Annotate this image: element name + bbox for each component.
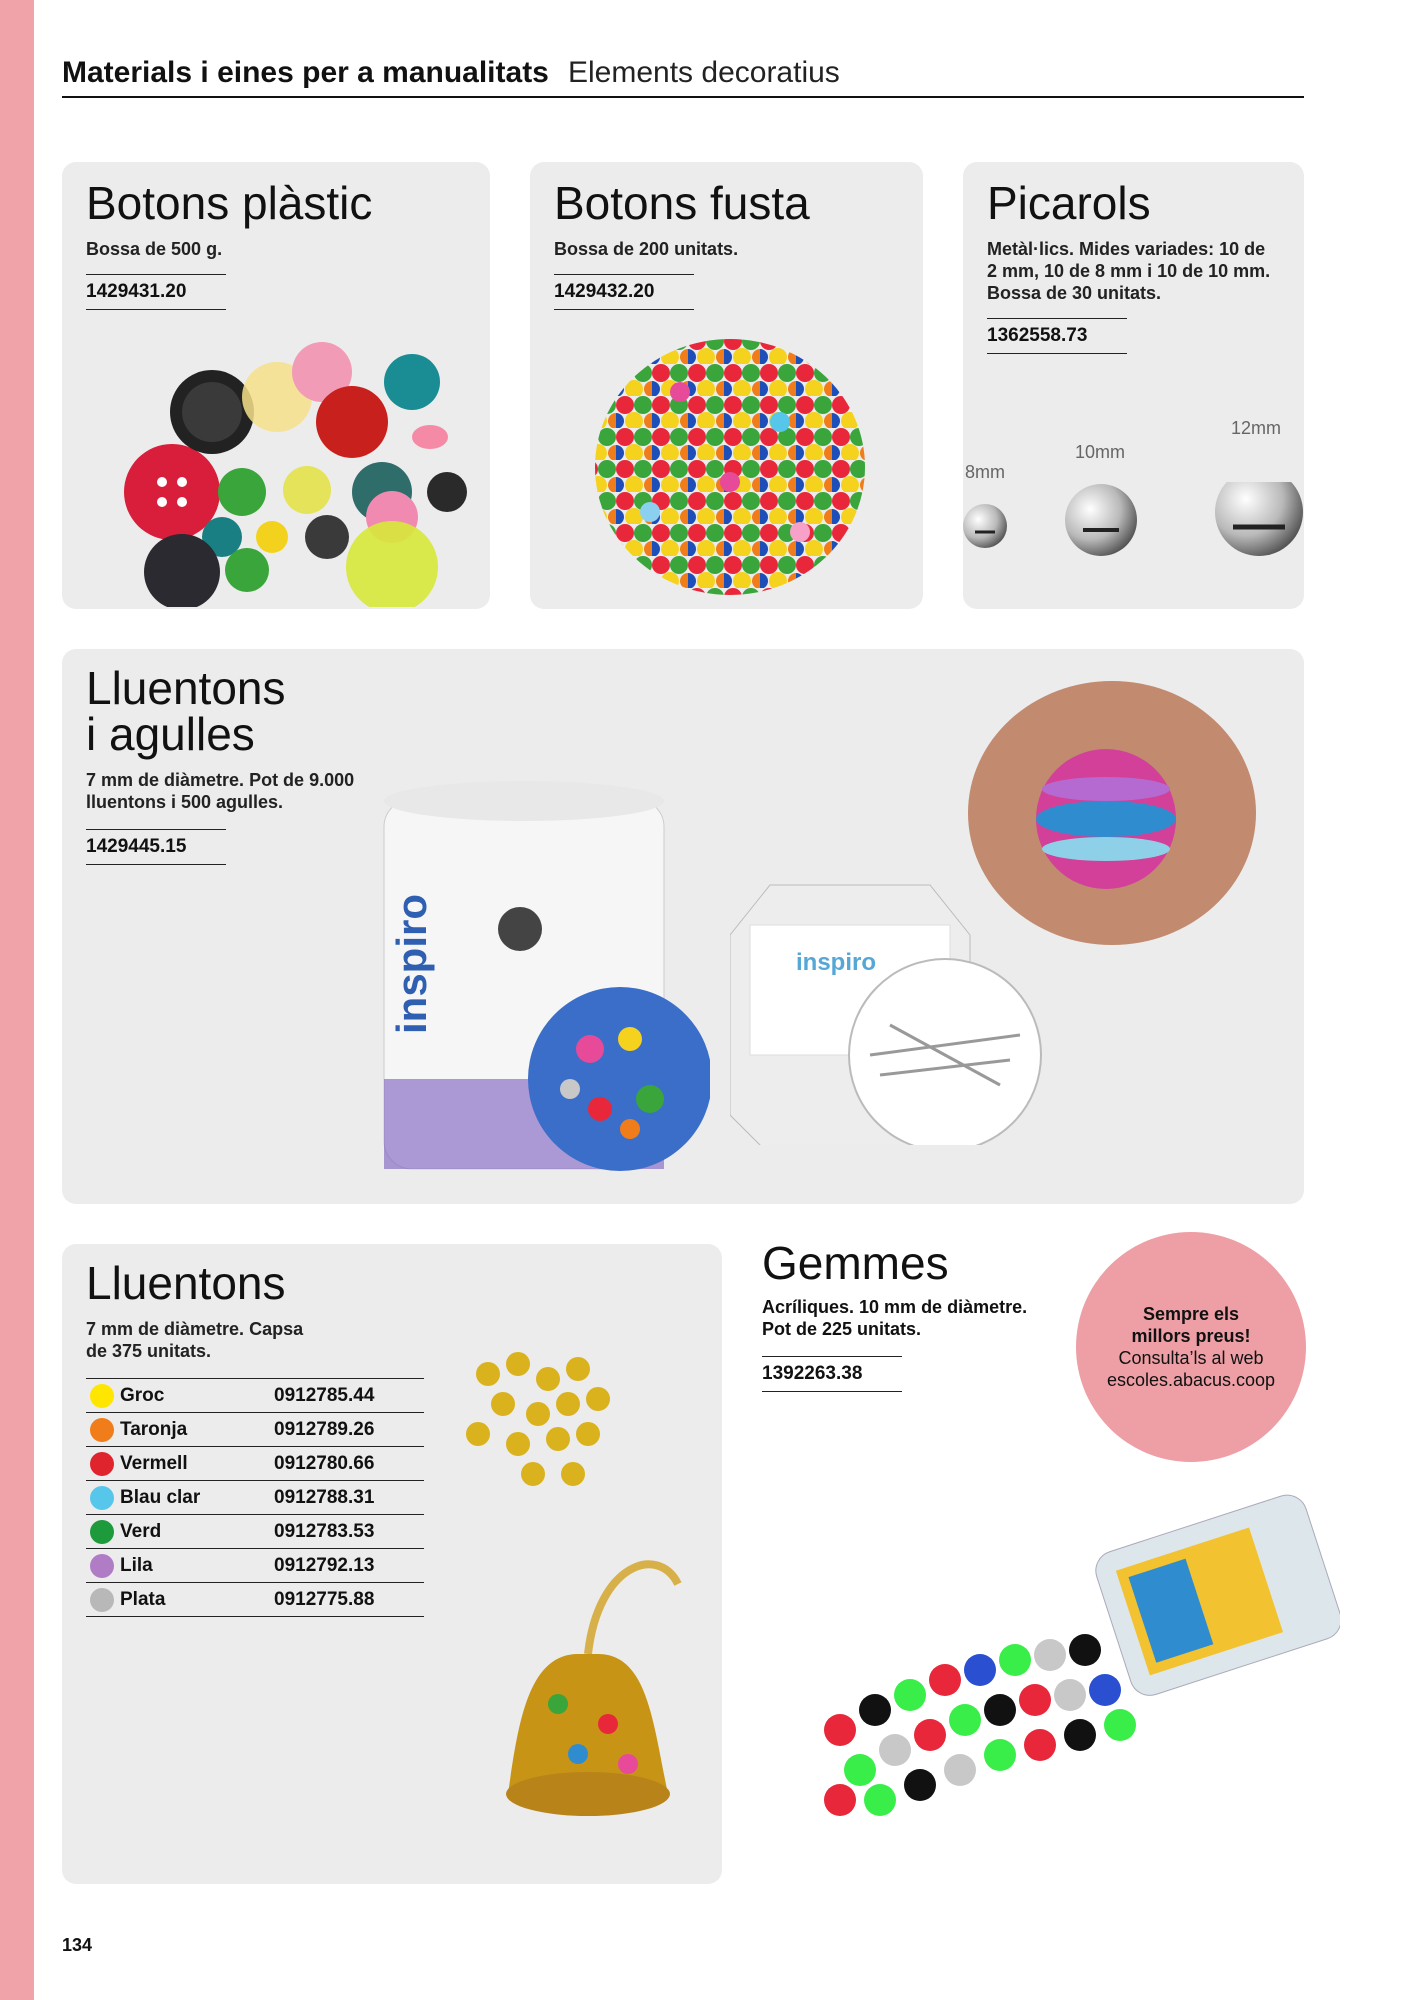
color-swatch: [90, 1486, 114, 1510]
color-row: [86, 1447, 424, 1481]
price-badge: [1076, 1232, 1306, 1462]
page-number: 134: [62, 1935, 93, 1955]
color-row: [86, 1413, 424, 1447]
color-code: 0912780.66: [274, 1447, 424, 1481]
title-line: i agulles: [86, 708, 255, 760]
badge-line: Sempre els: [1142, 1304, 1240, 1324]
bells-image: [963, 482, 1304, 602]
card-botons-plastic: [62, 162, 490, 609]
left-accent-bar: [0, 0, 34, 2000]
color-code: 0912789.26: [274, 1413, 424, 1447]
color-swatch: [90, 1452, 114, 1476]
title-line: Lluentons: [86, 662, 286, 714]
product-title: Botons plàstic: [86, 177, 373, 229]
product-description: Bossa de 200 unitats.: [554, 239, 739, 259]
pins-brand-logo: inspiro: [796, 949, 877, 976]
page-header: [62, 50, 1304, 98]
color-name: Taronja: [120, 1418, 188, 1440]
color-swatch: [90, 1588, 114, 1612]
product-code: 1429431.20: [86, 274, 226, 310]
badge-line: escoles.abacus.coop: [1106, 1370, 1276, 1390]
product-code: 1429445.15: [86, 829, 226, 865]
color-code: 0912788.31: [274, 1481, 424, 1515]
product-code: 1362558.73: [987, 318, 1127, 354]
desc-line: 7 mm de diàmetre. Capsa: [86, 1319, 304, 1339]
product-description: [86, 1318, 303, 1362]
product-code: 1429432.20: [554, 274, 694, 310]
color-row: [86, 1549, 424, 1583]
desc-line: Bossa de 30 unitats.: [987, 283, 1162, 303]
color-swatch: [90, 1384, 114, 1408]
brand-logo: inspiro: [388, 893, 435, 1034]
desc-line: 2 mm, 10 de 8 mm i 10 de 10 mm.: [987, 261, 1271, 281]
card-lluentons: [62, 1244, 722, 1884]
product-title: Lluentons: [86, 1257, 286, 1309]
size-label-8mm: 8mm: [965, 462, 1005, 482]
color-code: 0912792.13: [274, 1549, 424, 1583]
product-description: [987, 238, 1270, 304]
color-swatch: [90, 1520, 114, 1544]
desc-line: Pot de 225 unitats.: [762, 1319, 922, 1339]
desc-line: Metàl·lics. Mides variades: 10 de: [987, 239, 1266, 259]
product-title: Picarols: [987, 177, 1151, 229]
badge-line: millors preus!: [1131, 1326, 1251, 1346]
sequin-ball-image: [966, 679, 1258, 947]
gems-jar-image: [780, 1480, 1340, 1840]
color-codes-table: [86, 1378, 424, 1617]
desc-line: lluentons i 500 agulles.: [86, 792, 284, 812]
color-row: [86, 1515, 424, 1549]
color-row: [86, 1583, 424, 1617]
size-label-10mm: 10mm: [1075, 442, 1126, 462]
color-code: 0912775.88: [274, 1583, 424, 1617]
product-description: Bossa de 500 g.: [86, 239, 223, 259]
color-name: Vermell: [120, 1452, 188, 1474]
color-swatch: [90, 1418, 114, 1442]
color-name: Plata: [120, 1588, 166, 1610]
product-description-gemmes: [762, 1296, 1027, 1340]
color-row: [86, 1481, 424, 1515]
color-code: 0912785.44: [274, 1379, 424, 1413]
badge-line: Consulta’ls al web: [1118, 1348, 1264, 1368]
card-picarols: [963, 162, 1304, 609]
plastic-buttons-image: [82, 342, 472, 607]
color-row: [86, 1379, 424, 1413]
color-code: 0912783.53: [274, 1515, 424, 1549]
color-name: Lila: [120, 1554, 153, 1576]
product-title: Botons fusta: [554, 177, 810, 229]
section-title: Materials i eines per a manualitats: [62, 56, 549, 89]
sequins-bell-image: [448, 1324, 708, 1864]
product-code-gemmes: 1392263.38: [762, 1356, 902, 1392]
product-description: [86, 769, 354, 813]
desc-line: 7 mm de diàmetre. Pot de 9.000: [86, 770, 355, 790]
product-title-gemmes: Gemmes: [762, 1237, 949, 1289]
product-title: [86, 662, 286, 760]
subsection-title: Elements decoratius: [568, 56, 840, 89]
desc-line: de 375 unitats.: [86, 1341, 212, 1361]
color-swatch: [90, 1554, 114, 1578]
desc-line: Acríliques. 10 mm de diàmetre.: [762, 1297, 1028, 1317]
wooden-buttons-image: [580, 332, 880, 602]
card-lluentons-agulles: [62, 649, 1304, 1204]
color-name: Blau clar: [120, 1486, 201, 1508]
color-name: Verd: [120, 1520, 162, 1542]
card-botons-fusta: [530, 162, 923, 609]
size-label-12mm: 12mm: [1231, 418, 1282, 438]
color-name: Groc: [120, 1384, 165, 1406]
